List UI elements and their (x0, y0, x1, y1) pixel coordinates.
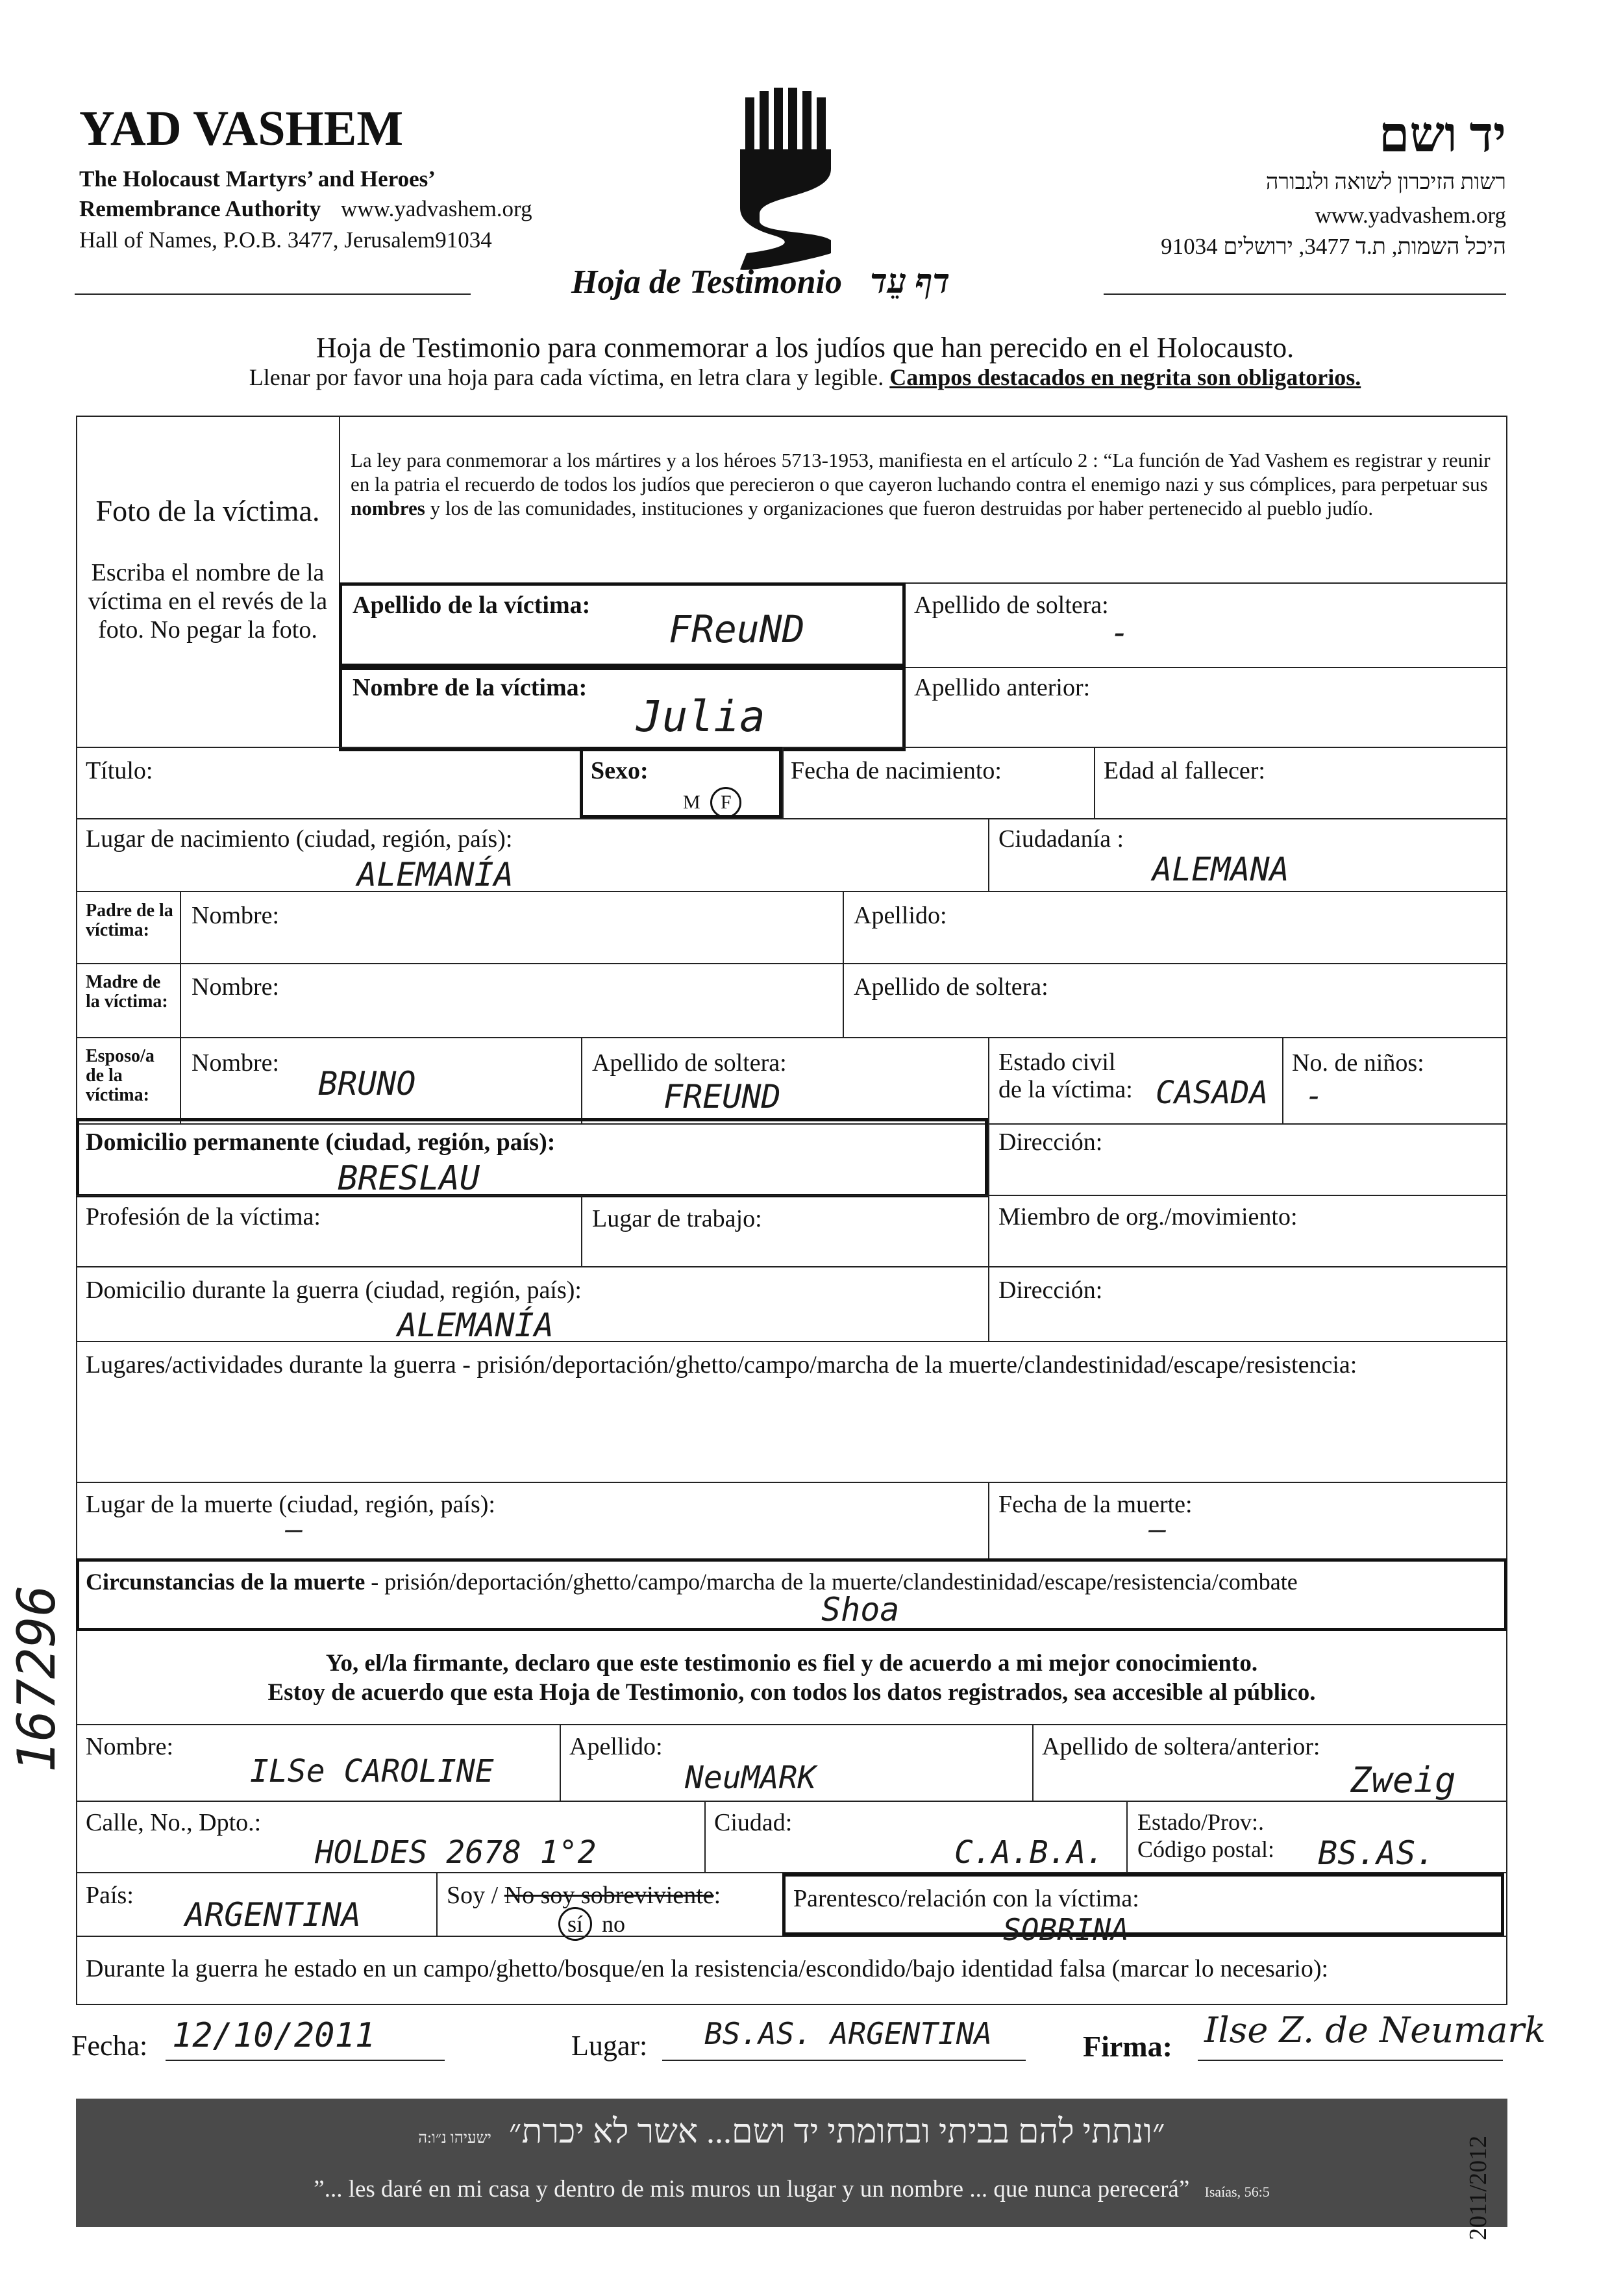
age-divider (1094, 747, 1095, 818)
war-places-label: Lugares/actividades durante la guerra - prisión/deportación/ghetto/campo/marcha de la muerte/clandestinidad/escape/resistencia: (86, 1351, 1357, 1379)
banner-hebrew-text: ״ונתתי להם בביתי ובחומתי יד ושם... אשר לא יכרת״ (508, 2114, 1165, 2151)
father-surname-label: Apellido: (854, 902, 947, 929)
org-website: www.yadvashem.org (341, 196, 532, 221)
address-label: Dirección: (998, 1129, 1103, 1156)
submitter-surname-divider (560, 1724, 561, 1801)
photo-instructions: Escriba el nombre de la víctima en el revés de la foto. No pegar la foto. (88, 559, 328, 643)
org-name: YAD VASHEM (79, 101, 404, 156)
submitter-name-value: ILSe CAROLINE (250, 1753, 494, 1790)
row-rule-10 (76, 1341, 1507, 1342)
street-value: HOLDES 2678 1°2 (315, 1834, 597, 1871)
year-code-text: 2011/2012 (1465, 2135, 1492, 2240)
member-divider (988, 1123, 989, 1266)
header-rule-right (1104, 293, 1506, 295)
civil-label-line-2: de la víctima: (998, 1076, 1133, 1103)
circumstances-label-rest: - prisión/deportación/ghetto/campo/marcha de la muerte/clandestinidad/escape/resistencia/combate (371, 1569, 1298, 1595)
spouse-name-label: Nombre: (192, 1049, 280, 1077)
civil-label-line-1: Estado civil (998, 1049, 1116, 1076)
law-text-part-1: La ley para conmemorar a los mártires y a los héroes 5713-1953, manifiesta en el artículo 2 : “La función de Yad Vashem es registrar y reunir en la patria el recuerdo de todos los judíos que perecieron o que cayeron luchando contra el enemigo nazi y sus cómplices, para perpetuar sus (351, 449, 1491, 495)
law-text (351, 448, 1493, 520)
place-label: Lugar: (571, 2030, 648, 2062)
war-address-label: Dirección: (998, 1277, 1103, 1304)
war-address-divider (988, 1266, 989, 1341)
submitter-surname-label: Apellido: (569, 1733, 663, 1760)
date-value: 12/10/2011 (172, 2016, 376, 2055)
death-place-value: — (286, 1513, 303, 1546)
row-rule-15 (76, 1936, 1507, 1937)
spouse-label: Esposo/a de la víctima: (86, 1046, 155, 1105)
citizenship-value: ALEMANA (1152, 851, 1289, 888)
father-label: Padre de la víctima: (86, 901, 173, 940)
row-rule-4 (76, 891, 1507, 892)
death-date-label: Fecha de la muerte: (998, 1491, 1193, 1518)
civil-divider (988, 1037, 989, 1123)
survivor-divider (436, 1872, 438, 1936)
spouse-maiden-divider (581, 1037, 582, 1123)
circumstances-label (86, 1568, 1298, 1595)
workplace-divider (581, 1195, 582, 1266)
survivor-label-a: Soy / (447, 1882, 504, 1909)
row-rule-2 (76, 747, 1507, 748)
spouse-maiden-value: FREUND (663, 1078, 781, 1116)
title-label: Título: (86, 757, 153, 784)
war-residence-value: ALEMANÍA (397, 1306, 554, 1344)
sex-label: Sexo: (591, 757, 649, 784)
submitter-maiden-divider (1032, 1724, 1034, 1801)
law-text-bold: nombres (351, 497, 425, 519)
row-rule-8 (76, 1195, 1507, 1196)
age-label: Edad al fallecer: (1104, 757, 1265, 784)
spouse-name-value: BRUNO (318, 1065, 416, 1103)
date-underline (166, 2060, 445, 2061)
circumstances-label-bold: Circunstancias de la muerte (86, 1569, 365, 1595)
header-rule-left (75, 293, 471, 295)
war-status-label: Durante la guerra he estado en un campo/ghetto/bosque/en la resistencia/escondido/bajo identidad falsa (marcar lo necesario): (86, 1955, 1329, 1982)
state-label-line-2: Código postal: (1137, 1836, 1275, 1862)
city-value: C.A.B.A. (954, 1834, 1105, 1871)
country-value: ARGENTINA (185, 1896, 361, 1934)
birthdate-divider (782, 747, 784, 818)
form-title-hebrew: דף עֵד (870, 264, 950, 301)
row-rule-3 (76, 818, 1507, 819)
death-place-label: Lugar de la muerte (ciudad, región, país): (86, 1491, 495, 1518)
form-title (571, 263, 950, 301)
intro-line-2-text: Llenar por favor una hoja para cada víctima, en letra clara y legible. (249, 364, 884, 390)
street-label: Calle, No., Dpto.: (86, 1809, 262, 1836)
mother-label: Madre de la víctima: (86, 972, 168, 1012)
children-label: No. de niños: (1292, 1049, 1424, 1077)
row-rule-1 (906, 667, 1507, 668)
yad-vashem-logo (734, 84, 837, 276)
state-divider (1126, 1801, 1128, 1872)
death-date-divider (988, 1482, 989, 1560)
signature-label: Firma: (1083, 2030, 1172, 2063)
hebrew-address: היכל השמות, ת.ד 3477, ירושלים 91034 (1161, 234, 1506, 259)
row-rule-9 (76, 1266, 1507, 1267)
row-rule-5 (76, 963, 1507, 964)
photo-title: Foto de la víctima. (95, 494, 320, 527)
workplace-label: Lugar de trabajo: (592, 1205, 762, 1232)
circumstances-value: Shoa (821, 1591, 900, 1628)
maiden-label: Apellido de soltera: (914, 592, 1109, 619)
org-subtitle-2 (79, 196, 532, 222)
birthdate-label: Fecha de nacimiento: (791, 757, 1002, 784)
war-residence-label: Domicilio durante la guerra (ciudad, región, país): (86, 1277, 582, 1304)
residence-label: Domicilio permanente (ciudad, región, país): (86, 1129, 556, 1156)
survivor-label (447, 1881, 721, 1910)
declaration-line-1: Yo, el/la firmante, declaro que este testimonio es fiel y de acuerdo a mi mejor conocimiento. (325, 1650, 1258, 1677)
banner-hebrew (76, 2113, 1507, 2151)
margin-number: 167296 (6, 1585, 67, 1773)
state-label (1137, 1808, 1274, 1863)
mother-maiden-label: Apellido de soltera: (854, 973, 1048, 1001)
relation-label: Parentesco/relación con la víctima: (793, 1885, 1139, 1912)
survivor-label-struck: No soy sobreviviente (504, 1882, 714, 1909)
submitter-surname-value: NeuMARK (685, 1760, 817, 1796)
parents-divider (180, 891, 181, 1123)
form-title-spanish: Hoja de Testimonio (571, 264, 842, 301)
banner-hebrew-ref: ישעיהו נ״ו:ה (418, 2130, 491, 2147)
father-name-label: Nombre: (192, 902, 280, 929)
spouse-maiden-label: Apellido de soltera: (592, 1049, 787, 1077)
sex-option-m[interactable]: M (683, 792, 700, 813)
birthplace-label: Lugar de nacimiento (ciudad, región, país): (86, 825, 513, 853)
maiden-value: - (1110, 614, 1130, 651)
member-label: Miembro de org./movimiento: (998, 1203, 1298, 1230)
intro-mandatory-note: Campos destacados en negrita son obligatorios. (889, 364, 1361, 390)
org-address: Hall of Names, P.O.B. 3477, Jerusalem91034 (79, 227, 492, 253)
civil-label (998, 1049, 1133, 1103)
mother-name-label: Nombre: (192, 973, 280, 1001)
row-rule-11 (76, 1482, 1507, 1483)
hebrew-website: www.yadvashem.org (1315, 203, 1506, 228)
org-subtitle-2-text: Remembrance Authority (79, 196, 321, 221)
children-divider (1282, 1037, 1283, 1123)
date-label: Fecha: (71, 2030, 148, 2062)
row-rule-12 (76, 1724, 1507, 1725)
signature-value: Ilse Z. de Neumark (1204, 2010, 1546, 2051)
place-value: BS.AS. ARGENTINA (704, 2016, 993, 2051)
state-label-line-1: Estado/Prov:. (1137, 1809, 1264, 1835)
surname-value: FReuND (669, 607, 805, 651)
banner-spanish-ref: Isaías, 56:5 (1204, 2184, 1270, 2200)
survivor-option-no[interactable]: no (602, 1911, 625, 1937)
country-label: País: (86, 1882, 134, 1909)
surname-label: Apellido de la víctima: (353, 592, 591, 619)
civil-value: CASADA (1156, 1075, 1269, 1111)
row-rule-13 (76, 1801, 1507, 1802)
residence-value: BRESLAU (338, 1159, 480, 1198)
state-value: BS.AS. (1318, 1834, 1435, 1872)
birthplace-value: ALEMANÍA (357, 856, 514, 893)
citizenship-divider (988, 818, 989, 891)
firstname-label: Nombre de la víctima: (353, 674, 588, 701)
banner-spanish-text: ”... les daré en mi casa y dentro de mis muros un lugar y un nombre ... que nunca perecerá” (314, 2176, 1190, 2202)
death-date-value: — (1149, 1513, 1167, 1546)
children-value: - (1305, 1078, 1324, 1114)
year-code (1431, 1948, 1492, 2240)
org-subtitle-1: The Holocaust Martyrs’ and Heroes’ (79, 166, 436, 192)
place-underline (662, 2060, 1026, 2061)
previous-label: Apellido anterior: (914, 674, 1091, 701)
city-divider (704, 1801, 706, 1872)
law-text-part-2: y los de las comunidades, instituciones y organizaciones que fueron destruidas por haber pertenecido al pueblo judío. (430, 497, 1374, 519)
submitter-name-label: Nombre: (86, 1733, 174, 1760)
banner-spanish (76, 2175, 1507, 2203)
sex-option-f-circled[interactable]: F (710, 787, 741, 818)
hebrew-org-subtitle: רשות הזיכרון לשואה ולגבורה (1265, 170, 1506, 194)
relation-value: SOBRINA (1003, 1912, 1129, 1947)
row-rule-6 (76, 1037, 1507, 1038)
intro-line-2 (0, 364, 1610, 391)
survivor-option-yes-circled[interactable]: sí (558, 1907, 592, 1941)
sex-options (683, 787, 741, 818)
intro-line-1: Hoja de Testimonio para conmemorar a los judíos que han perecido en el Holocausto. (316, 332, 1294, 364)
survivor-label-b: : (713, 1882, 721, 1909)
hebrew-org-name: יד ושם (1378, 108, 1506, 162)
submitter-maiden-value: Zweig (1350, 1760, 1456, 1801)
quote-banner (76, 2099, 1507, 2227)
city-label: Ciudad: (714, 1809, 793, 1836)
submitter-maiden-label: Apellido de soltera/anterior: (1042, 1733, 1320, 1760)
profession-label: Profesión de la víctima: (86, 1203, 321, 1230)
citizenship-label: Ciudadanía : (998, 825, 1124, 853)
declaration-line-2: Estoy de acuerdo que esta Hoja de Testimonio, con todos los datos registrados, sea accesible al público. (267, 1679, 1316, 1706)
firstname-value: Julia (636, 692, 765, 742)
